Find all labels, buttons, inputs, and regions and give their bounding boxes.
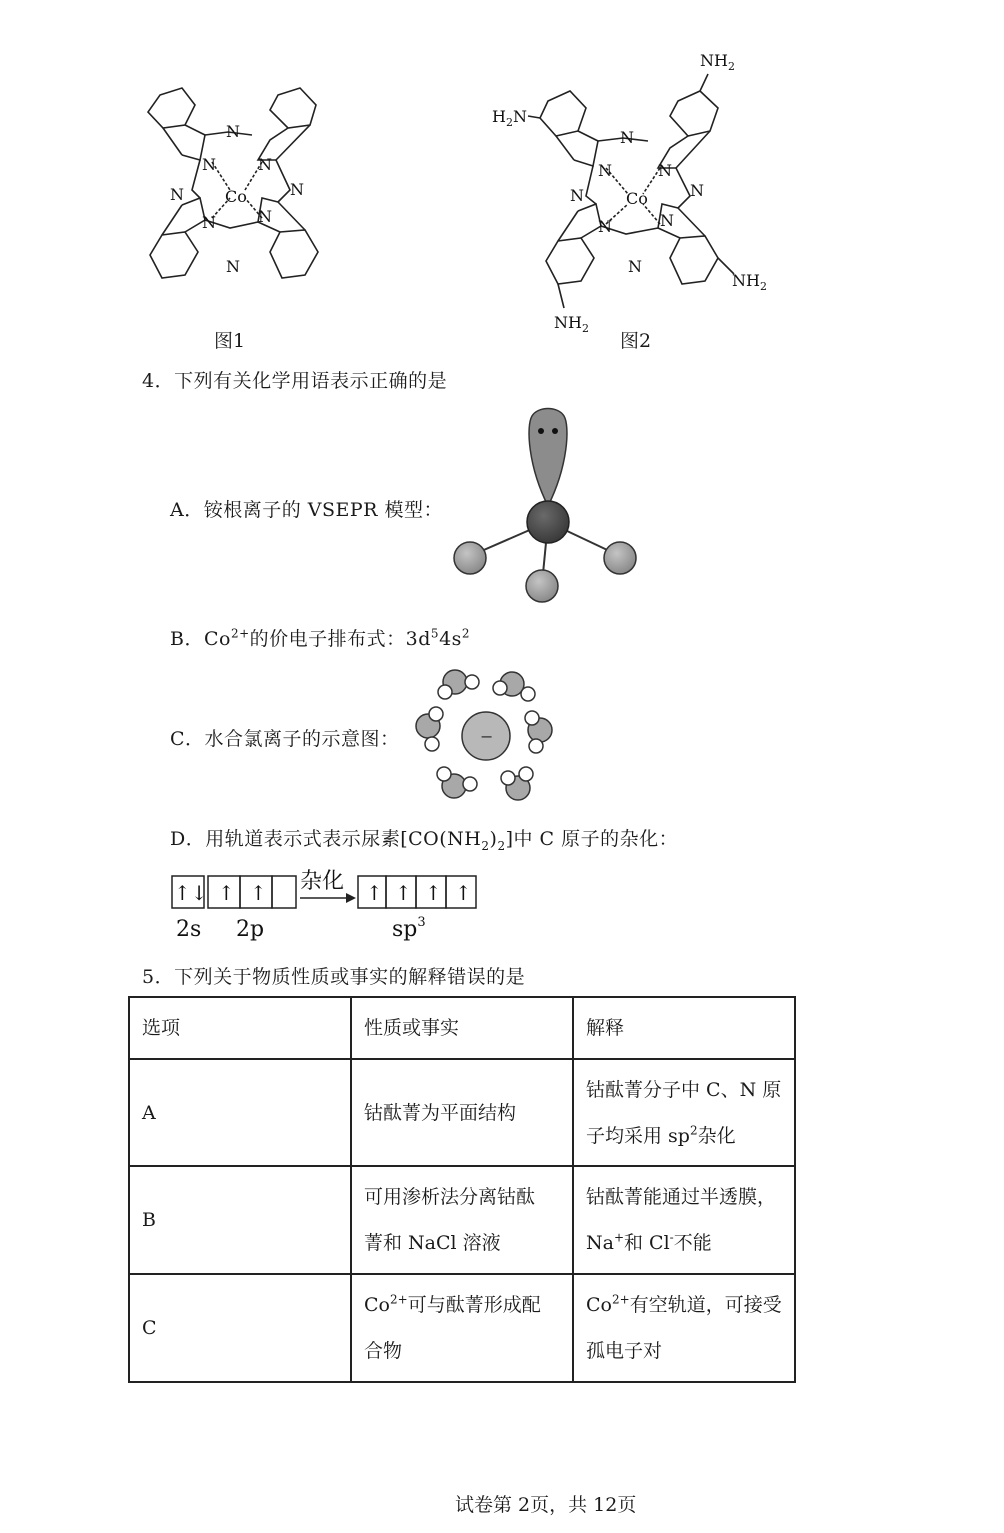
central-atom [527,501,569,543]
orbital-box-2p [272,876,296,908]
table-row [129,1166,795,1274]
cell-option: C [129,1274,351,1382]
amino-label: $NH_2$ [700,51,735,73]
n-atom-label: N [202,155,216,174]
option-d: D．用轨道表示式表示尿素$[CO(NH_2)_2]$中 C 原子的杂化： [170,828,679,853]
electron-up: ↑ [425,881,442,905]
cell-explain: $Co^{2+}$有空轨道，可接受 孤电子对 [573,1274,795,1382]
n-atom-label: N [170,185,184,204]
n-atom-label: N [598,161,612,180]
header-option: 选项 [129,997,351,1059]
vsepr-model-diagram [448,406,644,606]
option-a: A．铵根离子的 VSEPR 模型： [170,499,443,521]
amino-label: $H_2N$ [492,107,527,129]
n-atom-label: N [628,257,642,276]
n-atom-label: N [660,211,674,230]
explanation-table [128,996,796,1383]
figure-2-amino-cobalt-phthalocyanine [488,46,778,346]
ligand-atom [604,542,636,574]
header-explain: 解释 [573,997,795,1059]
amino-label: $NH_2$ [554,313,589,335]
n-atom-label: N [570,186,584,205]
figure-1-cobalt-phthalocyanine [130,80,330,310]
figure-2-caption: 图2 [620,330,652,352]
electron-up: ↑ [218,881,235,905]
electron-up: ↑ [395,881,412,905]
label-2s: 2s [176,917,202,942]
n-atom-label: N [620,128,634,147]
n-atom-label: N [202,213,216,232]
amino-label: $NH_2$ [732,271,767,293]
n-atom-label: N [226,122,240,141]
table-header-row [129,997,795,1059]
label-2p: 2p [236,917,265,942]
option-c: C．水合氯离子的示意图： [170,728,400,750]
n-atom-label: N [258,155,272,174]
cell-option: A [129,1059,351,1166]
table-row [129,1274,795,1382]
header-fact: 性质或事实 [351,997,573,1059]
option-b: B．$Co^{2+}$的价电子排布式：$3d^54s^2$ [170,626,471,650]
ligand-atom [454,542,486,574]
electron-pair: ↑↓ [174,881,208,905]
figure-1-caption: 图1 [214,330,246,352]
cell-option: B [129,1166,351,1274]
cell-explain: 钴酞菁能通过半透膜， Na+和 Cl-不能 [573,1166,795,1274]
co-atom-label: Co [225,187,247,206]
n-atom-label: N [658,161,672,180]
n-atom-label: N [226,257,240,276]
electron-up: ↑ [366,881,383,905]
n-atom-label: N [290,180,304,199]
ion-charge: − [480,727,494,746]
page-footer: 试卷第 2页，共 12页 [455,1494,637,1516]
table-row [129,1059,795,1166]
electron-up: ↑ [455,881,472,905]
arrow-head [346,893,356,903]
n-atom-label: N [598,217,612,236]
lone-pair-lobe [529,409,567,507]
ligand-atom [526,570,558,602]
cell-fact: 钴酞菁为平面结构 [351,1059,573,1166]
question-4-stem: 4．下列有关化学用语表示正确的是 [142,370,448,392]
orbital-hybridization-diagram [170,862,490,946]
cell-explain: 钴酞菁分子中 C、N 原 子均采用 $sp^2$杂化 [573,1059,795,1166]
n-atom-label: N [690,181,704,200]
hydrated-chloride-diagram [408,662,568,804]
co-atom-label: Co [626,189,648,208]
cell-fact: 可用渗析法分离钴酞 菁和 NaCl 溶液 [351,1166,573,1274]
question-5-stem: 5．下列关于物质性质或事实的解释错误的是 [142,966,526,988]
electron-up: ↑ [250,881,267,905]
n-atom-label: N [258,207,272,226]
hybrid-label: 杂化 [300,869,345,894]
cell-fact: $Co^{2+}$可与酞菁形成配 合物 [351,1274,573,1382]
label-sp3: $sp^3$ [392,915,426,942]
